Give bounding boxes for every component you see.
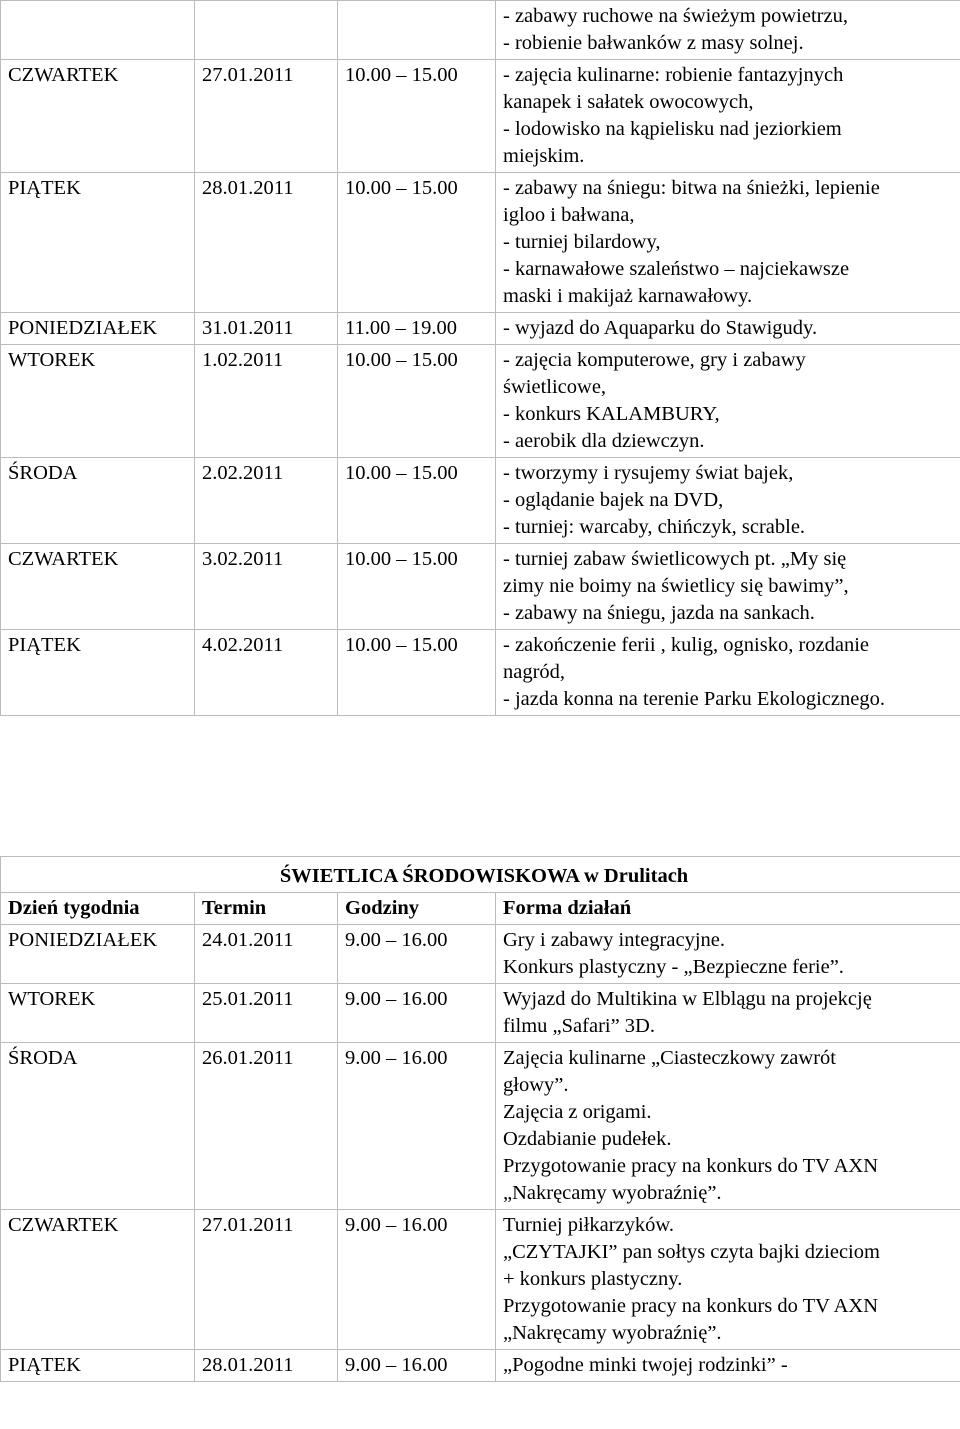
- cell-date: 27.01.2011: [195, 60, 338, 173]
- table-row: [1, 1043, 960, 1210]
- table-title: ŚWIETLICA ŚRODOWISKOWA w Drulitach: [1, 857, 960, 893]
- cell-day: WTOREK: [1, 345, 195, 458]
- cell-date: 28.01.2011: [195, 1350, 338, 1382]
- cell-activity: [496, 630, 960, 716]
- cell-day: CZWARTEK: [1, 1210, 195, 1350]
- activity-line: maski i makijaż karnawałowy.: [503, 285, 753, 307]
- cell-activity: [496, 60, 960, 173]
- header-activity: Forma działań: [496, 893, 960, 925]
- header-day: Dzień tygodnia: [1, 893, 195, 925]
- cell-time: 9.00 – 16.00: [338, 1210, 496, 1350]
- table-row: [1, 1, 960, 60]
- cell-day: CZWARTEK: [1, 60, 195, 173]
- activity-line: miejskim.: [503, 145, 585, 167]
- cell-date: 28.01.2011: [195, 173, 338, 313]
- cell-activity: [496, 345, 960, 458]
- table-row: [1, 458, 960, 544]
- activity-line: - turniej: warcaby, chińczyk, scrable.: [503, 516, 806, 538]
- cell-time: 10.00 – 15.00: [338, 458, 496, 544]
- cell-date: 3.02.2011: [195, 544, 338, 630]
- table-row: [1, 544, 960, 630]
- activity-line: - lodowisko na kąpielisku nad jeziorkiem: [503, 118, 842, 140]
- cell-date: 26.01.2011: [195, 1043, 338, 1210]
- table-row: [1, 984, 960, 1043]
- cell-date: 25.01.2011: [195, 984, 338, 1043]
- header-date: Termin: [195, 893, 338, 925]
- cell-day: PIĄTEK: [1, 173, 195, 313]
- activity-line: „Pogodne minki twojej rodzinki” -: [503, 1354, 788, 1376]
- activity-line: filmu „Safari” 3D.: [503, 1015, 655, 1037]
- cell-day: WTOREK: [1, 984, 195, 1043]
- cell-time: 9.00 – 16.00: [338, 1350, 496, 1382]
- table-row: [1, 345, 960, 458]
- cell-date: 31.01.2011: [195, 313, 338, 345]
- activity-line: - oglądanie bajek na DVD,: [503, 489, 724, 511]
- activity-line: Gry i zabawy integracyjne.: [503, 929, 725, 951]
- activity-line: „CZYTAJKI” pan sołtys czyta bajki dzieciom: [503, 1241, 880, 1263]
- cell-activity: [496, 313, 960, 345]
- cell-date: 4.02.2011: [195, 630, 338, 716]
- cell-activity: [496, 544, 960, 630]
- cell-day: ŚRODA: [1, 1043, 195, 1210]
- cell-activity: [496, 1043, 960, 1210]
- table-row: [1, 630, 960, 716]
- cell-time: 9.00 – 16.00: [338, 925, 496, 984]
- activity-line: zimy nie boimy na świetlicy się bawimy”,: [503, 575, 849, 597]
- activity-line: - turniej bilardowy,: [503, 231, 661, 253]
- activity-line: Przygotowanie pracy na konkurs do TV AXN: [503, 1155, 879, 1177]
- table-title-row: [1, 857, 960, 893]
- cell-activity: [496, 1350, 960, 1382]
- activity-line: Zajęcia kulinarne „Ciasteczkowy zawrót: [503, 1047, 836, 1069]
- cell-day: [1, 1, 195, 60]
- cell-time: 9.00 – 16.00: [338, 1043, 496, 1210]
- cell-time: 11.00 – 19.00: [338, 313, 496, 345]
- cell-activity: [496, 984, 960, 1043]
- cell-time: 10.00 – 15.00: [338, 173, 496, 313]
- activity-line: - turniej zabaw świetlicowych pt. „My się: [503, 548, 847, 570]
- activity-line: świetlicowe,: [503, 376, 607, 398]
- cell-date: 24.01.2011: [195, 925, 338, 984]
- table-row: [1, 60, 960, 173]
- activity-line: - aerobik dla dziewczyn.: [503, 430, 705, 452]
- activity-line: - zabawy na śniegu: bitwa na śnieżki, lepienie: [503, 177, 880, 199]
- cell-time: 10.00 – 15.00: [338, 60, 496, 173]
- table-row: [1, 173, 960, 313]
- cell-date: 27.01.2011: [195, 1210, 338, 1350]
- activity-line: - konkurs KALAMBURY,: [503, 403, 720, 425]
- activity-line: nagród,: [503, 661, 566, 683]
- header-time: Godziny: [338, 893, 496, 925]
- activity-line: - zajęcia komputerowe, gry i zabawy: [503, 349, 806, 371]
- activity-line: „Nakręcamy wyobraźnię”.: [503, 1322, 722, 1344]
- cell-day: PONIEDZIAŁEK: [1, 925, 195, 984]
- cell-activity: [496, 925, 960, 984]
- activity-line: „Nakręcamy wyobraźnię”.: [503, 1182, 722, 1204]
- table-header-row: [1, 893, 960, 925]
- cell-time: 10.00 – 15.00: [338, 630, 496, 716]
- activity-line: - zabawy na śniegu, jazda na sankach.: [503, 602, 815, 624]
- cell-activity: [496, 1210, 960, 1350]
- activity-line: - zabawy ruchowe na świeżym powietrzu,: [503, 5, 848, 27]
- activity-line: - karnawałowe szaleństwo – najciekawsze: [503, 258, 850, 280]
- activity-line: - zajęcia kulinarne: robienie fantazyjnych: [503, 64, 844, 86]
- activity-line: - tworzymy i rysujemy świat bajek,: [503, 462, 794, 484]
- cell-day: PIĄTEK: [1, 1350, 195, 1382]
- cell-date: 1.02.2011: [195, 345, 338, 458]
- schedule-table-bottom: [0, 856, 960, 1382]
- cell-time: 9.00 – 16.00: [338, 984, 496, 1043]
- activity-line: kanapek i sałatek owocowych,: [503, 91, 754, 113]
- activity-line: Turniej piłkarzyków.: [503, 1214, 675, 1236]
- cell-day: CZWARTEK: [1, 544, 195, 630]
- cell-activity: [496, 458, 960, 544]
- cell-time: 10.00 – 15.00: [338, 345, 496, 458]
- cell-day: ŚRODA: [1, 458, 195, 544]
- table-row: [1, 313, 960, 345]
- cell-activity: [496, 1, 960, 60]
- cell-day: PIĄTEK: [1, 630, 195, 716]
- cell-day: PONIEDZIAŁEK: [1, 313, 195, 345]
- cell-date: 2.02.2011: [195, 458, 338, 544]
- activity-line: Przygotowanie pracy na konkurs do TV AXN: [503, 1295, 879, 1317]
- activity-line: - zakończenie ferii , kulig, ognisko, rozdanie: [503, 634, 870, 656]
- table-row: [1, 1210, 960, 1350]
- activity-line: - robienie bałwanków z masy solnej.: [503, 32, 804, 54]
- activity-line: - wyjazd do Aquaparku do Stawigudy.: [503, 317, 818, 339]
- activity-line: Konkurs plastyczny - „Bezpieczne ferie”.: [503, 956, 844, 978]
- cell-time: [338, 1, 496, 60]
- activity-line: igloo i bałwana,: [503, 204, 635, 226]
- activity-line: głowy”.: [503, 1074, 569, 1096]
- activity-line: - jazda konna na terenie Parku Ekologicznego.: [503, 688, 885, 710]
- activity-line: Ozdabianie pudełek.: [503, 1128, 672, 1150]
- activity-line: Zajęcia z origami.: [503, 1101, 652, 1123]
- table-row: [1, 925, 960, 984]
- table-row: [1, 1350, 960, 1382]
- cell-time: 10.00 – 15.00: [338, 544, 496, 630]
- cell-date: [195, 1, 338, 60]
- cell-activity: [496, 173, 960, 313]
- activity-line: Wyjazd do Multikina w Elblągu na projekcję: [503, 988, 872, 1010]
- activity-line: + konkurs plastyczny.: [503, 1268, 683, 1290]
